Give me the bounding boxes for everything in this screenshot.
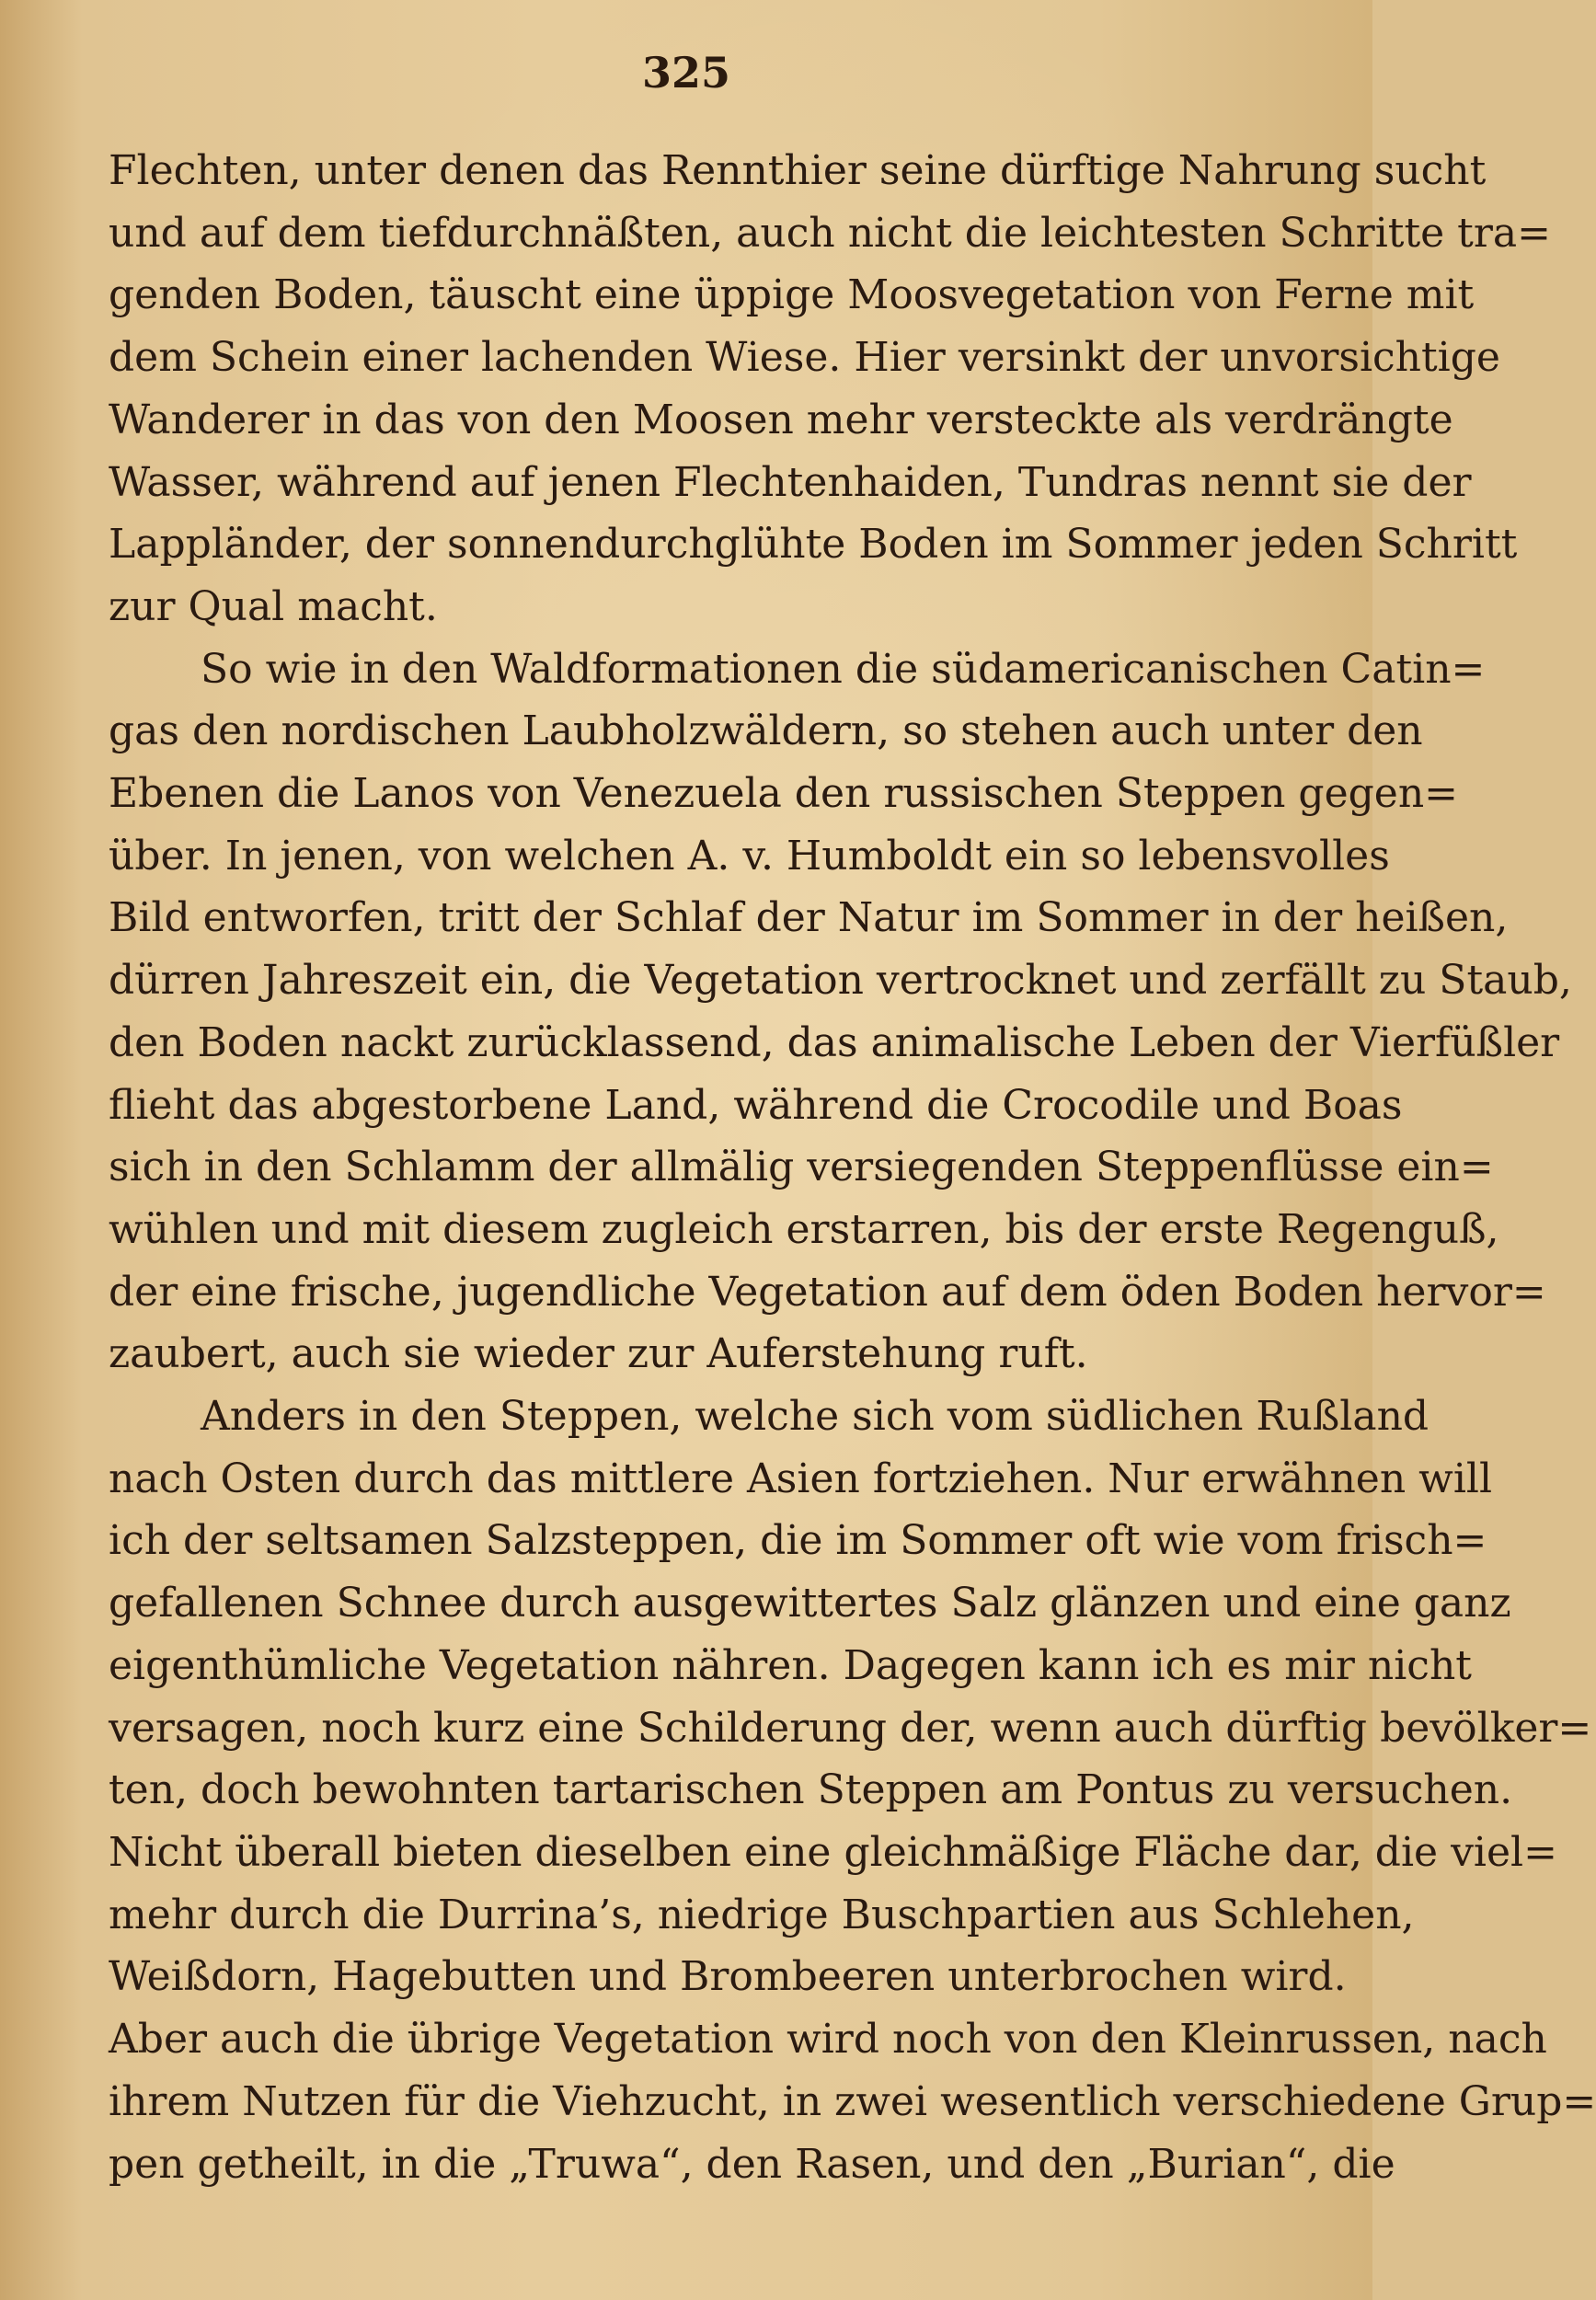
text-line: Weißdorn, Hagebutten und Brombeeren unterbrochen wird.	[109, 1953, 1347, 2001]
text-line: mehr durch die Durrina’s, niedrige Buschpartien aus Schlehen,	[109, 1891, 1415, 1938]
text-line: ihrem Nutzen für die Viehzucht, in zwei wesentlich verschiedene Grup=	[109, 2077, 1596, 2125]
text-line: Aber auch die übrige Vegetation wird noch von den Kleinrussen, nach	[109, 2016, 1547, 2064]
text-line: Wasser, während auf jenen Flechtenhaiden, Tundras nennt sie der	[109, 458, 1472, 506]
text-line: über. In jenen, von welchen A. v. Humboldt ein so lebensvolles	[109, 832, 1390, 880]
text-line: dürren Jahreszeit ein, die Vegetation vertrocknet und zerfällt zu Staub,	[109, 957, 1572, 1005]
text-line: Ebenen die Lanos von Venezuela den russischen Steppen gegen=	[109, 770, 1459, 818]
text-line: gefallenen Schnee durch ausgewittertes Salz glänzen und eine ganz	[109, 1580, 1511, 1627]
page-number: 325	[641, 48, 731, 98]
text-line: Bild entworfen, tritt der Schlaf der Natur im Sommer in der heißen,	[109, 894, 1509, 942]
text-line: und auf dem tiefdurchnäßten, auch nicht die leichtesten Schritte tra=	[109, 209, 1551, 257]
text-line: sich in den Schlamm der allmälig versiegenden Steppenflüsse ein=	[109, 1144, 1494, 1191]
text-line: zur Qual macht.	[109, 582, 438, 630]
text-line: ich der seltsamen Salzsteppen, die im Sommer oft wie vom frisch=	[109, 1517, 1487, 1565]
text-line: versagen, noch kurz eine Schilderung der, wenn auch dürftig bevölker=	[109, 1704, 1592, 1752]
text-line: Anders in den Steppen, welche sich vom südlichen Rußland	[201, 1393, 1430, 1441]
text-line: zaubert, auch sie wieder zur Auferstehung ruft.	[109, 1330, 1088, 1378]
text-line: Wanderer in das von den Moosen mehr versteckte als verdrängte	[109, 396, 1453, 443]
text-line: der eine frische, jugendliche Vegetation auf dem öden Boden hervor=	[109, 1268, 1546, 1316]
text-line: genden Boden, täuscht eine üppige Moosvegetation von Ferne mit	[109, 271, 1475, 319]
text-line: pen getheilt, in die „Truwa“, den Rasen, und den „Burian“, die	[109, 2140, 1395, 2188]
text-line: wühlen und mit diesem zugleich erstarren, bis der erste Regenguß,	[109, 1205, 1499, 1253]
text-line: flieht das abgestorbene Land, während die Crocodile und Boas	[109, 1081, 1403, 1129]
body-text	[109, 140, 1596, 2195]
text-line: ten, doch bewohnten tartarischen Steppen am Pontus zu versuchen.	[109, 1766, 1513, 1814]
paragraph	[109, 638, 1572, 1386]
text-line: So wie in den Waldformationen die südamericanischen Catin=	[201, 645, 1486, 693]
text-line: Lappländer, der sonnendurchglühte Boden im Sommer jeden Schritt	[109, 521, 1518, 569]
text-line: den Boden nackt zurücklassend, das animalische Leben der Vierfüßler	[109, 1018, 1560, 1066]
paragraph	[109, 1386, 1596, 2195]
text-line: nach Osten durch das mittlere Asien fortziehen. Nur erwähnen will	[109, 1455, 1493, 1502]
text-line: eigenthümliche Vegetation nähren. Dagegen kann ich es mir nicht	[109, 1641, 1472, 1689]
text-line: Flechten, unter denen das Rennthier seine dürftige Nahrung sucht	[109, 147, 1487, 194]
text-line: dem Schein einer lachenden Wiese. Hier versinkt der unvorsichtige	[109, 334, 1500, 382]
text-line: gas den nordischen Laubholzwäldern, so stehen auch unter den	[109, 707, 1423, 755]
paragraph	[109, 140, 1551, 638]
text-line: Nicht überall bieten dieselben eine gleichmäßige Fläche dar, die viel=	[109, 1828, 1557, 1876]
